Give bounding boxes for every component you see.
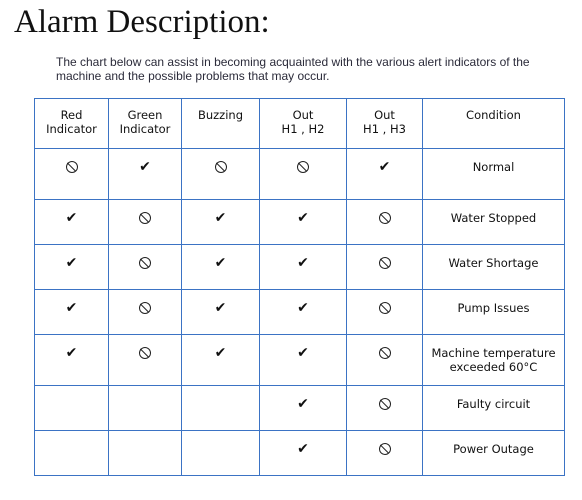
prohibited-icon — [139, 212, 151, 224]
column-header-text: Green — [127, 108, 163, 122]
table-cell — [347, 200, 423, 245]
table-body — [35, 149, 565, 476]
condition-text: Power Outage — [453, 442, 534, 456]
checkmark-icon: ✔ — [297, 441, 309, 457]
intro-paragraph: The chart below can assist in becoming acquainted with the various alert indicators of the machine and the possible problems that may occur. — [56, 55, 530, 83]
checkmark-icon: ✔ — [297, 210, 309, 226]
condition-text: exceeded 60°C — [449, 360, 538, 374]
prohibited-icon — [297, 161, 309, 173]
condition-cell — [423, 245, 565, 290]
column-header-text: Out — [374, 108, 395, 122]
table-cell — [260, 200, 347, 245]
condition-text: Normal — [472, 160, 515, 174]
table-cell — [35, 200, 109, 245]
prohibited-icon — [215, 161, 227, 173]
checkmark-icon: ✔ — [65, 255, 78, 271]
condition-text: Machine temperature — [431, 346, 556, 360]
table-cell — [109, 200, 182, 245]
table-cell — [35, 290, 109, 335]
table-cell — [109, 245, 182, 290]
condition-cell — [423, 431, 565, 476]
table-row — [35, 200, 565, 245]
table-row — [35, 149, 565, 200]
checkmark-icon: ✔ — [297, 300, 309, 316]
table-row — [35, 290, 565, 335]
checkmark-icon: ✔ — [378, 159, 391, 175]
condition-cell — [423, 290, 565, 335]
prohibited-icon — [139, 302, 151, 314]
alarm-table — [34, 98, 565, 476]
checkmark-icon: ✔ — [65, 300, 78, 316]
checkmark-icon: ✔ — [65, 210, 78, 226]
column-header-text: Condition — [466, 108, 521, 122]
checkmark-icon: ✔ — [214, 345, 227, 361]
table-cell — [35, 335, 109, 386]
column-header — [260, 99, 347, 149]
condition-text: Pump Issues — [457, 301, 530, 315]
table-cell — [182, 386, 260, 431]
condition-cell — [423, 200, 565, 245]
checkmark-icon: ✔ — [139, 159, 151, 175]
table-row — [35, 386, 565, 431]
table-cell — [35, 149, 109, 200]
table-cell — [109, 386, 182, 431]
checkmark-icon: ✔ — [214, 210, 227, 226]
column-header-text: H1 , H2 — [281, 122, 325, 136]
condition-cell — [423, 386, 565, 431]
table-cell — [347, 290, 423, 335]
table-cell — [260, 149, 347, 200]
table-cell — [35, 245, 109, 290]
checkmark-icon: ✔ — [214, 300, 227, 316]
table-cell — [35, 431, 109, 476]
condition-text: Water Stopped — [450, 211, 537, 225]
table-cell — [260, 335, 347, 386]
table-row — [35, 335, 565, 386]
column-header — [109, 99, 182, 149]
table-cell — [35, 386, 109, 431]
checkmark-icon: ✔ — [297, 345, 309, 361]
table-header-row — [35, 99, 565, 149]
condition-cell — [423, 335, 565, 386]
table-row — [35, 245, 565, 290]
table-cell — [109, 149, 182, 200]
table-cell — [347, 245, 423, 290]
table-cell — [182, 431, 260, 476]
prohibited-icon — [379, 347, 391, 359]
condition-text: Water Shortage — [448, 256, 539, 270]
prohibited-icon — [66, 161, 78, 173]
prohibited-icon — [379, 398, 391, 410]
checkmark-icon: ✔ — [214, 255, 227, 271]
column-header-text: Out — [292, 108, 314, 122]
prohibited-icon — [379, 212, 391, 224]
table-cell — [347, 431, 423, 476]
prohibited-icon — [379, 443, 391, 455]
table-cell — [260, 245, 347, 290]
table-cell — [347, 386, 423, 431]
checkmark-icon: ✔ — [297, 396, 309, 412]
column-header-text: Buzzing — [197, 108, 244, 122]
table-cell — [260, 386, 347, 431]
table-row — [35, 431, 565, 476]
table-cell — [182, 200, 260, 245]
table-cell — [347, 335, 423, 386]
table-cell — [260, 431, 347, 476]
table-cell — [182, 245, 260, 290]
column-header-text: Indicator — [119, 122, 171, 136]
table-cell — [347, 149, 423, 200]
column-header-text: H1 , H3 — [363, 122, 406, 136]
column-header-text: Red — [60, 108, 83, 122]
table-cell — [109, 431, 182, 476]
table-cell — [109, 290, 182, 335]
column-header — [423, 99, 565, 149]
column-header — [347, 99, 423, 149]
table-cell — [260, 290, 347, 335]
condition-cell — [423, 149, 565, 200]
prohibited-icon — [379, 257, 391, 269]
condition-text: Faulty circuit — [456, 397, 531, 411]
column-header-text: Indicator — [46, 122, 97, 136]
checkmark-icon: ✔ — [65, 345, 78, 361]
column-header — [182, 99, 260, 149]
prohibited-icon — [139, 257, 151, 269]
table-cell — [109, 335, 182, 386]
column-header — [35, 99, 109, 149]
table-cell — [182, 149, 260, 200]
checkmark-icon: ✔ — [297, 255, 309, 271]
prohibited-icon — [379, 302, 391, 314]
page-title: Alarm Description: — [14, 4, 270, 40]
table-cell — [182, 290, 260, 335]
prohibited-icon — [139, 347, 151, 359]
table-cell — [182, 335, 260, 386]
